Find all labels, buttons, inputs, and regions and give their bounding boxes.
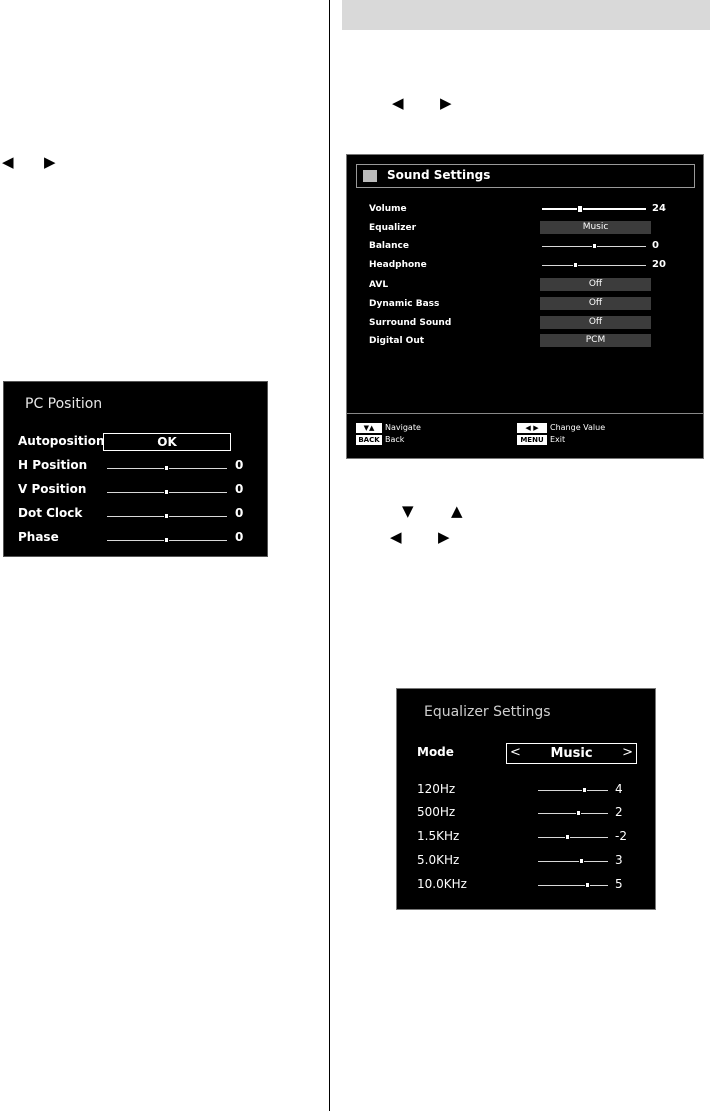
right-arrow-icon: ▶ [438, 528, 450, 546]
balance-value: 0 [652, 240, 659, 251]
digital-out-label: Digital Out [369, 336, 425, 346]
band-5-0khz-label: 5.0KHz [417, 853, 460, 867]
band-500hz-label: 500Hz [417, 805, 456, 819]
exit-legend: Exit [550, 435, 566, 444]
navigate-legend: Navigate [385, 423, 421, 432]
band-1-5khz-value: -2 [615, 829, 627, 843]
phase-slider-knob[interactable] [164, 537, 169, 543]
equalizer-value-box[interactable]: Music [540, 221, 651, 234]
menu-key-icon: MENU [517, 435, 547, 445]
avl-label: AVL [369, 280, 389, 290]
band-500hz-value: 2 [615, 805, 623, 819]
v-position-value: 0 [235, 482, 244, 496]
volume-value: 24 [652, 203, 666, 214]
digital-out-value-box[interactable]: PCM [540, 334, 651, 347]
right-arrow-icon: ▶ [440, 94, 452, 112]
headphone-value: 20 [652, 259, 666, 270]
equalizer-settings-menu [396, 688, 656, 910]
volume-slider[interactable] [542, 208, 646, 210]
dynamic-bass-value-box[interactable]: Off [540, 297, 651, 310]
dot-clock-slider-knob[interactable] [164, 513, 169, 519]
band-5-0khz-value: 3 [615, 853, 623, 867]
left-arrow-icon: ◀ [390, 528, 402, 546]
dot-clock-value: 0 [235, 506, 244, 520]
v-position-label: V Position [18, 482, 87, 496]
band-5-0khz-slider[interactable] [538, 861, 608, 862]
band-10-0khz-slider[interactable] [538, 885, 608, 886]
sound-settings-header [356, 164, 695, 188]
headphone-slider-knob[interactable] [573, 262, 578, 268]
mode-selector[interactable] [506, 743, 637, 764]
column-divider [329, 0, 330, 1111]
chevron-right-icon[interactable]: > [622, 745, 633, 760]
headphone-label: Headphone [369, 260, 427, 270]
volume-label: Volume [369, 204, 407, 214]
dot-clock-label: Dot Clock [18, 506, 83, 520]
mode-value: Music [550, 746, 593, 761]
phase-label: Phase [18, 530, 59, 544]
speaker-icon [363, 170, 377, 182]
avl-value-box[interactable]: Off [540, 278, 651, 291]
surround-sound-value-box[interactable]: Off [540, 316, 651, 329]
right-arrow-icon: ▶ [44, 153, 56, 171]
left-arrow-icon: ◀ [2, 153, 14, 171]
surround-sound-label: Surround Sound [369, 318, 452, 328]
change-value-legend: Change Value [550, 423, 606, 432]
band-1-5khz-label: 1.5KHz [417, 829, 460, 843]
band-120hz-slider[interactable] [538, 790, 608, 791]
equalizer-settings-title: Equalizer Settings [424, 704, 551, 720]
band-120hz-value: 4 [615, 782, 623, 796]
autoposition-ok-button[interactable]: OK [103, 433, 231, 451]
left-arrow-icon: ◀ [392, 94, 404, 112]
band-5-0khz-slider-knob[interactable] [579, 858, 584, 864]
volume-slider-knob[interactable] [577, 205, 583, 213]
balance-slider-knob[interactable] [592, 243, 597, 249]
band-10-0khz-slider-knob[interactable] [585, 882, 590, 888]
h-position-slider-knob[interactable] [164, 465, 169, 471]
legend-divider [347, 413, 704, 414]
band-10-0khz-label: 10.0KHz [417, 877, 467, 891]
v-position-slider-knob[interactable] [164, 489, 169, 495]
band-500hz-slider[interactable] [538, 813, 608, 814]
pc-position-menu [3, 381, 268, 557]
mode-label: Mode [417, 745, 454, 759]
headphone-slider[interactable] [542, 265, 646, 266]
up-arrow-icon: ▲ [451, 502, 463, 520]
back-key-icon: BACK [356, 435, 382, 445]
change-value-key-icon: ◀ ▶ [517, 423, 547, 433]
balance-label: Balance [369, 241, 409, 251]
dynamic-bass-label: Dynamic Bass [369, 299, 440, 309]
down-arrow-icon: ▼ [402, 502, 414, 520]
band-120hz-label: 120Hz [417, 782, 456, 796]
band-1-5khz-slider-knob[interactable] [565, 834, 570, 840]
sound-settings-menu [346, 154, 704, 459]
back-legend: Back [385, 435, 405, 444]
h-position-value: 0 [235, 458, 244, 472]
band-10-0khz-value: 5 [615, 877, 623, 891]
chevron-left-icon[interactable]: < [510, 745, 521, 760]
h-position-label: H Position [18, 458, 88, 472]
pc-position-title: PC Position [25, 396, 103, 412]
navigate-key-icon: ▼▲ [356, 423, 382, 433]
band-120hz-slider-knob[interactable] [582, 787, 587, 793]
autoposition-label: Autoposition [18, 434, 105, 448]
band-1-5khz-slider[interactable] [538, 837, 608, 838]
equalizer-label: Equalizer [369, 223, 417, 233]
phase-value: 0 [235, 530, 244, 544]
band-500hz-slider-knob[interactable] [576, 810, 581, 816]
section-header-bar [342, 0, 710, 30]
sound-settings-title: Sound Settings [387, 168, 491, 182]
